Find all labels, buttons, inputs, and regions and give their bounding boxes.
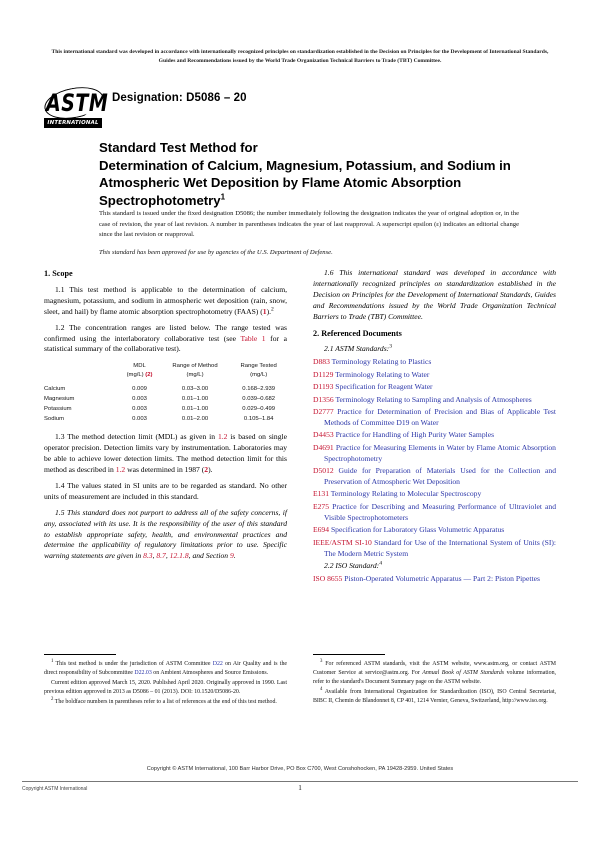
footnote-3	[313, 660, 556, 687]
list-item[interactable]	[313, 430, 556, 441]
subheading-iso-standard	[313, 561, 556, 572]
ref-1-2-b[interactable]: 1.2	[115, 464, 126, 474]
copyright-line: Copyright © ASTM International, 100 Barr Harbor Drive, PO Box C700, West Conshohocken, PA 19428-2959. United States	[146, 766, 454, 772]
list-item[interactable]	[313, 502, 556, 524]
masthead	[44, 86, 556, 132]
ref-std-title: Terminology Relating to Molecular Spectroscopy	[330, 489, 482, 499]
p1-3-text-d: ).	[208, 464, 213, 474]
cell-element: Sodium	[44, 415, 64, 422]
table-row	[44, 404, 287, 414]
cell-range-tested: 0.105–1.84	[243, 415, 274, 422]
list-item[interactable]	[313, 370, 556, 381]
ref-section-9[interactable]: 9	[229, 551, 234, 561]
ref-std-id: D5012	[313, 466, 334, 476]
ref-std-title: Specification for Laboratory Glass Volumetric Apparatus	[330, 525, 505, 535]
list-item[interactable]	[313, 382, 556, 393]
footnote-3-italic: Annual Book of ASTM Standards	[422, 669, 505, 676]
th-range-tested-line2: (mg/L)	[250, 372, 268, 379]
th-range-method-line2: (mg/L)	[186, 372, 204, 379]
ref-std-id: D4691	[313, 442, 334, 452]
ref-table-1[interactable]: Table 1	[240, 333, 266, 343]
astm-logo-letters: ASTM	[46, 89, 109, 117]
th-element	[44, 362, 119, 381]
column-right	[313, 268, 556, 586]
list-item[interactable]	[313, 489, 556, 500]
issue-note-dod: This standard has been approved for use by agencies of the U.S. Department of Defense.	[99, 249, 333, 257]
p1-5-text-a: 1.5 This standard does not purport to address all of the safety concerns, if any, associated with its use. It is the responsibility of the user of this standard to establish appropriate safety, health, and environmental practices and determine the applicability of regulatory limitations prior to use. Specific warning statements are given in	[44, 507, 287, 561]
ref-std-id: D1356	[313, 394, 334, 404]
column-left	[44, 268, 287, 562]
footnote-edition-info: Current edition approved March 15, 2020. Published April 2020. Originally approved in 1990. Last previous edition approved in 2013 as D5086 – 01 (2013). DOI: 10.1520/D5086-20.	[44, 680, 287, 696]
list-item[interactable]	[313, 395, 556, 406]
ref-1-2-a[interactable]: 1.2	[217, 432, 228, 442]
cell-range-method: 0.01–1.00	[181, 405, 209, 412]
subheading-iso-standard-text: 2.2 ISO Standard:	[324, 561, 380, 571]
subheading-astm-standards-text: 2.1 ASTM Standards:	[324, 344, 390, 354]
cell-range-method: 0.01–2.00	[181, 415, 209, 422]
footnote-2	[44, 698, 287, 707]
table-row	[44, 414, 287, 424]
footnote-divider	[44, 654, 116, 655]
ref-12-1-8[interactable]: 12.1.8	[169, 551, 189, 561]
footnotes-left	[44, 654, 287, 709]
ref-subcommittee-d22-03[interactable]: D22.03	[134, 669, 152, 676]
ref-std-title: Practice for Measuring Elements in Water by Flame Atomic Absorption Spectrophotometry	[324, 442, 556, 463]
ref-std-title: Practice for Determination of Precision and Bias of Applicable Test Methods of Committee D19 on Water	[324, 407, 556, 427]
p1-3-text-a: 1.3 The method detection limit (MDL) as given in	[55, 432, 218, 442]
ref-1[interactable]: 1	[262, 306, 267, 316]
p1-2-text-a: 1.2 The concentration ranges are listed below. The range tested was confirmed using the interlaboratory collaborative test (see	[44, 322, 287, 343]
section-heading-referenced-documents: 2. Referenced Documents	[313, 328, 402, 338]
concentration-range-table	[44, 362, 287, 424]
list-item[interactable]	[313, 407, 556, 429]
paragraph-1-3	[44, 432, 287, 476]
ref-std-id: E694	[313, 525, 330, 535]
footnote-4-marker: 4	[320, 687, 323, 693]
cell-element: Magnesium	[44, 396, 75, 402]
iso-standards-list	[313, 574, 556, 585]
cell-mdl: 0.003	[132, 415, 147, 422]
p1-5-text-b: , and Section	[188, 551, 230, 561]
astm-logo	[44, 86, 109, 130]
cell-range-tested: 0.168–2.939	[242, 386, 276, 393]
ref-std-id: E275	[313, 501, 330, 511]
ref-2[interactable]: 2	[204, 464, 209, 474]
subheading-astm-standards	[313, 344, 556, 355]
ref-std-title: Specification for Reagent Water	[335, 382, 433, 392]
footnote-1-marker: 1	[51, 659, 54, 665]
designation-label: Designation: D5086 – 20	[112, 92, 247, 104]
footnote-1-text-c: on Ambient Atmospheres and Source Emissions.	[151, 669, 269, 676]
paragraph-1-1	[44, 285, 287, 318]
p1-1-text-b: ).	[266, 306, 271, 316]
ref-std-title: Guide for Preparation of Materials Used for the Collection and Preservation of Atmospheric Wet Deposition	[324, 466, 556, 487]
ref-std-id: D1193	[313, 382, 334, 392]
list-item[interactable]	[313, 443, 556, 465]
p1-3-text-b: is based on single operator precision. Detection limits vary by instrumentation. Laboratories may be able to achieve lower detection limits. The method detection limit for this method as described in	[44, 432, 287, 474]
th-range-method	[160, 362, 231, 381]
table-row	[44, 394, 287, 404]
title-line-1: Standard Test Method for	[99, 140, 258, 155]
cell-range-tested: 0.039–0.682	[242, 396, 276, 402]
cell-element: Potassium	[44, 405, 72, 412]
footnote-4	[313, 688, 556, 706]
paragraph-1-2	[44, 323, 287, 356]
p1-5-sep-2: ,	[165, 551, 170, 561]
issue-note-main: This standard is issued under the fixed designation D5086; the number immediately following the designation indicates the year of original adoption or, in the case of revision, the year of last revision. A number in parentheses indicates the year of last reapproval. A superscript epsilon (ε) indicates an editorial change since the last revision or reapproval.	[99, 210, 519, 239]
th-mdl	[119, 362, 159, 381]
list-item[interactable]	[313, 574, 556, 585]
footnote-1	[44, 660, 287, 678]
ref-std-title: Terminology Relating to Plastics	[331, 357, 432, 367]
cell-range-method: 0.03–3.00	[181, 386, 209, 393]
paragraph-1-5	[44, 508, 287, 563]
title-block	[99, 139, 519, 209]
table-header-row	[44, 362, 287, 381]
footnote-2-text: The boldface numbers in parentheses refer to a list of references at the end of this test method.	[54, 699, 277, 706]
subheading-astm-footnote-marker: 3	[389, 343, 392, 350]
ref-std-id: D883	[313, 357, 330, 367]
list-item[interactable]	[313, 525, 556, 536]
ref-std-title: Terminology Relating to Water	[335, 369, 430, 379]
ref-std-id: D2777	[313, 407, 334, 417]
paragraph-1-6: 1.6 This international standard was developed in accordance with internationally recognized principles on standardization established in the Decision on Principles for the Development of International Standards, Guides and Recommendations issued by the World Trade Organization Technical Barriers to Trade (TBT) Committee.	[313, 268, 556, 321]
cell-range-method: 0.01–1.00	[181, 396, 209, 402]
p1-3-text-c: was determined in 1987 (	[125, 464, 205, 474]
footnote-1-text-b: on Air Quality and is the direct responsibility of Subcommittee	[44, 661, 287, 676]
list-item[interactable]	[313, 538, 556, 560]
list-item[interactable]	[313, 357, 556, 368]
th-mdl-ref[interactable]: (2)	[145, 372, 153, 379]
p1-1-footnote-marker: 2	[271, 306, 274, 313]
footnote-divider	[313, 654, 385, 655]
ref-std-title: Standard for Use of the International System of Units (SI): The Modern Metric System	[324, 537, 556, 558]
subheading-iso-footnote-marker: 4	[379, 560, 382, 567]
wto-banner: This international standard was developed in accordance with internationally recognized principles on standardization established in the Decision on Principles for the Development of International Standards, Guides and Recommendations issued by the World Trade Organization Technical Barriers to Trade (TBT) Committee.	[51, 49, 549, 65]
ref-std-id: ISO 8655	[313, 573, 343, 583]
astm-logo-subtitle: INTERNATIONAL	[44, 118, 102, 128]
footnote-3-text-a: For referenced ASTM standards, visit the ASTM website, www.astm.org, or contact ASTM Customer Service at service@astm.org. For	[313, 661, 556, 676]
cell-mdl: 0.003	[132, 405, 147, 412]
th-range-tested	[230, 362, 287, 381]
cell-mdl: 0.003	[132, 396, 147, 402]
footnotes-right	[313, 654, 556, 707]
table-row	[44, 381, 287, 394]
page-title	[99, 139, 519, 209]
title-footnote-marker: 1	[220, 192, 226, 202]
p1-2-text-b: for a statistical summary of the collaborative test).	[44, 333, 287, 354]
ref-std-title: Practice for Describing and Measuring Performance of Ultraviolet and Visible Spectrophotometers	[324, 501, 556, 522]
ref-std-id: IEEE/ASTM SI-10	[313, 537, 372, 547]
cell-element: Calcium	[44, 386, 66, 393]
cell-range-tested: 0.029–0.499	[242, 405, 276, 412]
p1-1-text-a: 1.1 This test method is applicable to the determination of calcium, magnesium, potassium, and sodium in atmospheric wet deposition (rain, snow, sleet, and hail) by flame atomic absorption spectrophotometry (FAAS) (	[44, 284, 287, 316]
ref-std-id: D1129	[313, 369, 334, 379]
paragraph-1-4: 1.4 The values stated in SI units are to be regarded as standard. No other units of measurement are included in this standard.	[44, 480, 287, 501]
footer-divider	[22, 781, 578, 782]
p1-5-sep-1: ,	[152, 551, 157, 561]
cell-mdl: 0.009	[132, 386, 147, 393]
footnote-3-text-b: volume information, refer to the standard's Document Summary page on the ASTM website.	[313, 669, 556, 685]
ref-std-title: Piston-Operated Volumetric Apparatus — Part 2: Piston Pipettes	[344, 573, 540, 583]
section-heading-scope: 1. Scope	[44, 269, 73, 278]
th-range-method-line1: Range of Method	[172, 363, 218, 370]
th-mdl-line2: (mg/L)	[126, 372, 146, 379]
footnote-4-text-a: Available from International Organization for Standardization (ISO), ISO Central Secretariat, BIBC II, Chemin de Blandonnet 8, CP 401, 1214 Vernier, Geneva, Switzerland, http://www.iso.org.	[313, 689, 556, 704]
ref-std-title: Practice for Handling of High Purity Water Samples	[335, 430, 495, 440]
ref-std-id: D4453	[313, 430, 334, 440]
astm-standards-list	[313, 357, 556, 559]
th-range-tested-line1: Range Tested	[240, 363, 277, 370]
ref-std-title: Terminology Relating to Sampling and Analysis of Atmospheres	[335, 394, 532, 404]
footnote-1-text-a: This test method is under the jurisdiction of ASTM Committee	[55, 661, 213, 667]
ref-std-id: E131	[313, 489, 330, 499]
footnote-2-marker: 2	[51, 697, 54, 703]
list-item[interactable]	[313, 466, 556, 488]
ref-8-3[interactable]: 8.3	[143, 551, 153, 561]
issue-note	[99, 209, 519, 259]
th-mdl-line1: MDL	[133, 363, 146, 370]
page-number: 1	[298, 784, 302, 792]
ref-8-7[interactable]: 8.7	[156, 551, 166, 561]
footnote-3-marker: 3	[320, 659, 323, 665]
p1-5-text-c: .	[233, 551, 236, 561]
footer-copyright-mark: Copyright ASTM International	[22, 786, 88, 792]
ref-committee-d22[interactable]: D22	[212, 661, 223, 667]
title-line-2: Determination of Calcium, Magnesium, Potassium, and Sodium in Atmospheric Wet Deposition by Flame Atomic Absorption Spectrophotometry	[99, 157, 511, 208]
